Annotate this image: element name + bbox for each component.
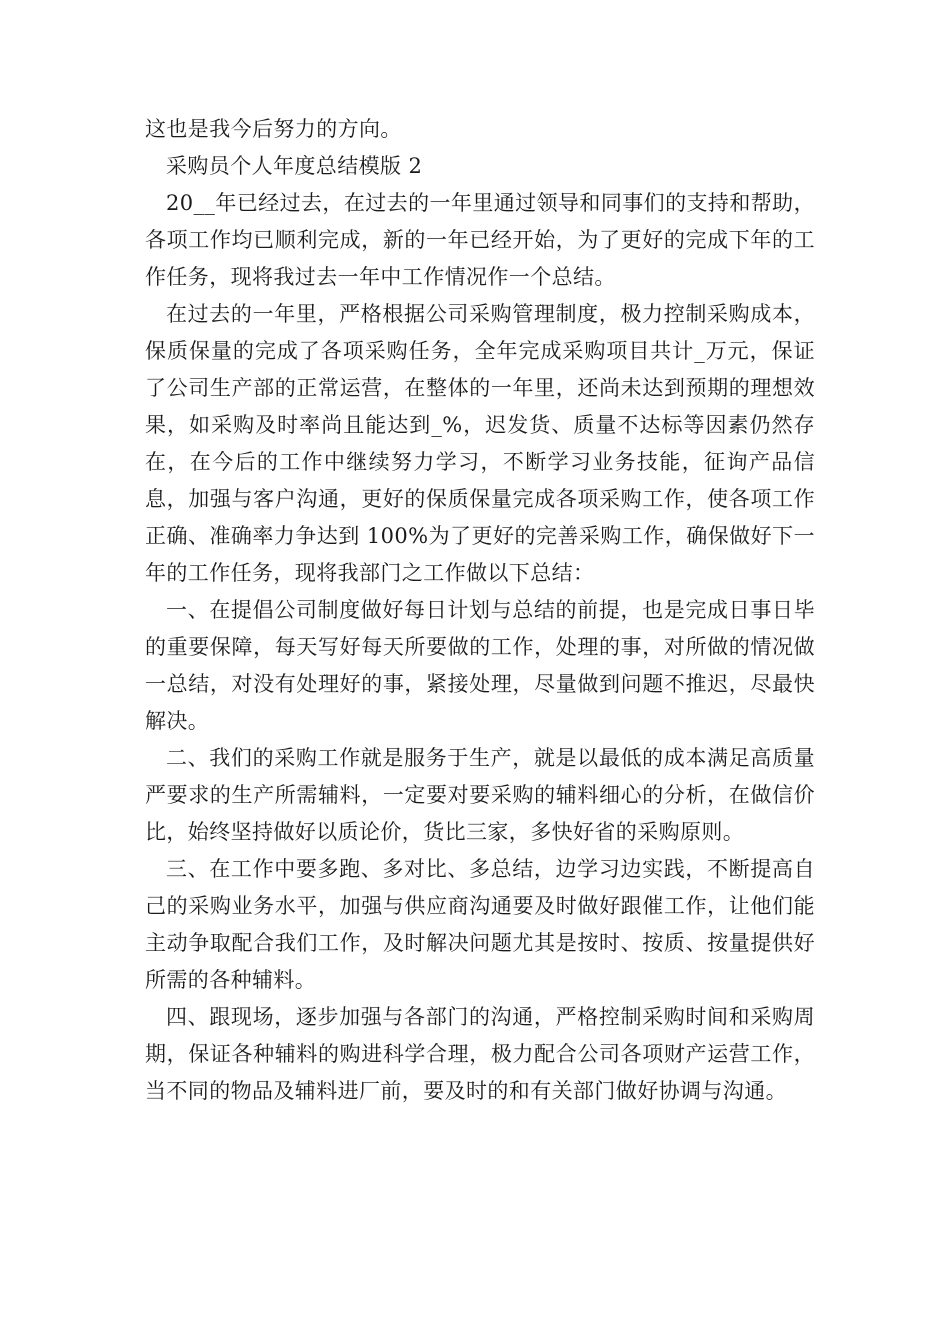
paragraph-point-1: 一、在提倡公司制度做好每日计划与总结的前提，也是完成日事日毕的重要保障，每天写好每天所要做的工作，处理的事，对所做的情况做一总结，对没有处理好的事，紧接处理，尽量做到问题不推迟，尽最快解决。	[145, 598, 815, 733]
paragraph-overview: 在过去的一年里，严格根据公司采购管理制度，极力控制采购成本，保质保量的完成了各项采购任务，全年完成采购项目共计_万元，保证了公司生产部的正常运营，在整体的一年里，还尚未达到预期的理想效果，如采购及时率尚且能达到_%，迟发货、质量不达标等因素仍然存在，在今后的工作中继续努力学习，不断学习业务技能，征询产品信息，加强与客户沟通，更好的保质保量完成各项采购工作，使各项工作正确、准确率力争达到 100%为了更好的完善采购工作，确保做好下一年的工作任务，现将我部门之工作做以下总结：	[145, 302, 815, 585]
paragraph-closing-line: 这也是我今后努力的方向。	[145, 117, 402, 141]
paragraph-point-2: 二、我们的采购工作就是服务于生产，就是以最低的成本满足高质量严要求的生产所需辅料，一定要对要采购的辅料细心的分析，在做信价比，始终坚持做好以质论价，货比三家，多快好省的采购原则。	[145, 746, 815, 844]
paragraph-point-4: 四、跟现场，逐步加强与各部门的沟通，严格控制采购时间和采购周期，保证各种辅料的购进科学合理，极力配合公司各项财产运营工作，当不同的物品及辅料进厂前，要及时的和有关部门做好协调与沟通。	[145, 1005, 815, 1103]
section-title: 采购员个人年度总结模版 2	[166, 154, 423, 178]
paragraph-intro: 20__年已经过去，在过去的一年里通过领导和同事们的支持和帮助，各项工作均已顺利完成，新的一年已经开始，为了更好的完成下年的工作任务，现将我过去一年中工作情况作一个总结。	[145, 191, 815, 289]
document-body	[145, 111, 815, 1110]
paragraph-point-3: 三、在工作中要多跑、多对比、多总结，边学习边实践，不断提高自己的采购业务水平，加强与供应商沟通要及时做好跟催工作，让他们能主动争取配合我们工作，及时解决问题尤其是按时、按质、按量提供好所需的各种辅料。	[145, 857, 815, 992]
